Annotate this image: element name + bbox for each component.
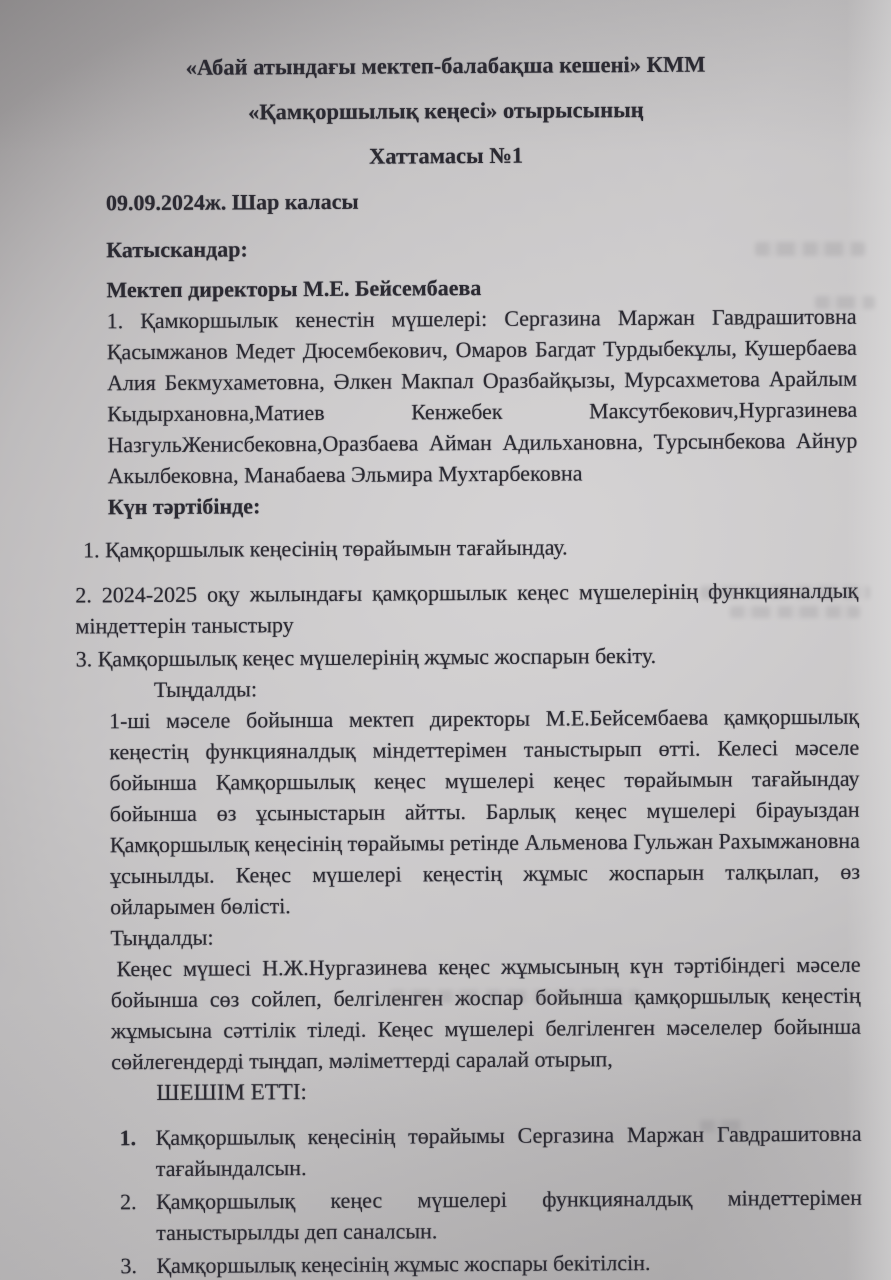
decision-item-2 bbox=[120, 1182, 862, 1249]
decision-number-2: 2. bbox=[119, 1189, 137, 1215]
heard-label-2: Тыңдалды: bbox=[110, 924, 214, 951]
agenda-item-3: 3. Қамқоршылық кеңес мүшелерінің жұмыс жоспарын бекіту. bbox=[75, 642, 657, 672]
heard-text-1: 1-ші мәселе бойынша мектеп директоры М.Е.Бейсембаева қамқоршылық кеңестің функцияналдық міндеттерімен таныстырып өтті. Келесі мәселе бойынша Қамқоршылық кеңес мүшелері кеңес төрайымын тағайындау бойынша өз ұсыныстарын айтты. Барлық кеңес мүшелері бірауыздан Қамқоршылық кеңесінің төрайымы ретінде Альменова Гульжан Рахымжановна ұсынылды. Кеңес мүшелері кеңестің жұмыс жоспарын талқылап, өз ойларымен бөлісті. bbox=[109, 703, 861, 920]
document-content bbox=[75, 48, 863, 1280]
title-line-protocol-number: Хаттамасы №1 bbox=[369, 142, 524, 169]
decision-item-3 bbox=[120, 1246, 862, 1280]
document-header bbox=[0, 47, 891, 173]
decision-item-1 bbox=[120, 1118, 862, 1185]
decision-list bbox=[120, 1118, 863, 1280]
members-paragraph: 1. Қамкоршылык кенестін мүшелері: Сергазина Маржан Гавдрашитовна Қасымжанов Медет Дюсембекович, Омаров Багдат Турдыбекұлы, Кушербаева Алия Бекмухаметовна, Әлкен Макпал Оразбайқызы, Мурсахметова Арайлым Кыдырхановна,Матиев Кенжебек Максутбекович,Нургазинева НазгульЖенисбековна,Оразбаева Айман Адильхановна, Турсынбекова Айнур Акылбековна, Манабаева Эльмира Мухтарбековна bbox=[106, 303, 858, 489]
heard-text-2: Кеңес мүшесі Н.Ж.Нургазинева кеңес жұмысының күн тәртібіндегі мәселе бойынша сөз сойлеп, белгіленген жоспар бойынша қамқоршылық кеңестің жұмысына сәттілік тіледі. Кеңес мүшелері белгіленген мәселелер бойынша сөйлегендерді тыңдап, мәліметтерді саралай отырып, bbox=[110, 951, 862, 1075]
title-line-council: «Қамқоршылық кеңесі» отырысының bbox=[247, 97, 644, 125]
agenda-heading: Күн тәртібінде: bbox=[107, 493, 261, 520]
agenda-item-1: 1. Қамқоршылык кеңесінің төрайымын тағайындау. bbox=[82, 534, 568, 563]
agenda-item-2: 2. 2024-2025 оқу жылындағы қамқоршылык кеңес мүшелерінің функцияналдық міндеттерін таныстыру bbox=[75, 577, 859, 639]
decision-number-1: 1. bbox=[119, 1125, 137, 1151]
agenda-list bbox=[75, 530, 859, 675]
participants-heading: Катыскандар: bbox=[106, 236, 248, 263]
heard-label-1: Тыңдалды: bbox=[153, 676, 258, 703]
date-place-line: 09.09.2024ж. Шар каласы bbox=[105, 188, 359, 216]
title-line-organization: «Абай атындағы мектеп-балабақша кешені» КММ bbox=[185, 51, 706, 80]
decision-text-2: Қамқоршылық кеңес мүшелері функцияналдық міндеттерімен таныстырылды деп саналсын. bbox=[155, 1184, 863, 1245]
decision-text-3: Қамқоршылық кеңесінің жұмыс жоспары бекітілсін. bbox=[156, 1249, 651, 1278]
decision-text-1: Қамқоршылық кеңесінің төрайымы Сергазина Маржан Гавдрашитовна тағайындалсын. bbox=[155, 1120, 862, 1182]
director-line: Мектеп директоры М.Е. Бейсембаева bbox=[106, 274, 482, 303]
decision-number-3: 3. bbox=[120, 1253, 137, 1279]
decision-heading: ШЕШІМ ЕТТІ: bbox=[156, 1079, 307, 1105]
